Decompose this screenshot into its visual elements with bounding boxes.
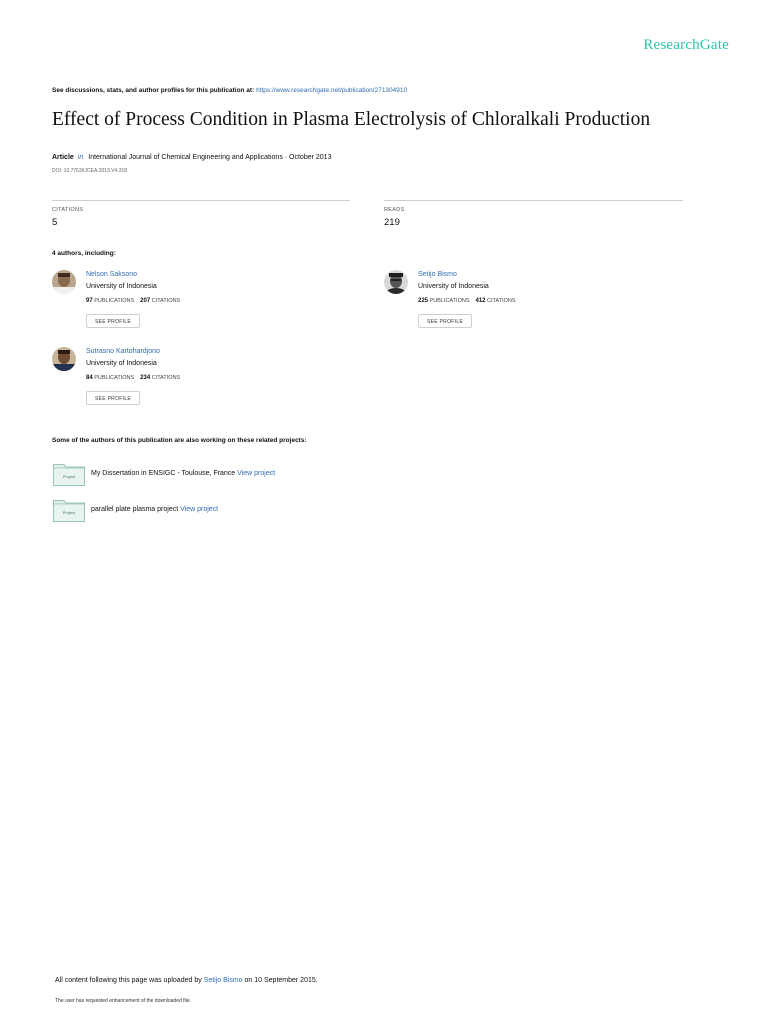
project-item <box>53 462 353 486</box>
authors-heading: 4 authors, including: <box>52 250 116 257</box>
see-profile-button[interactable]: SEE PROFILE <box>418 314 472 328</box>
see-profile-button[interactable]: SEE PROFILE <box>86 391 140 405</box>
citations-label: CITATIONS <box>151 298 181 304</box>
publications-label: PUBLICATIONS <box>94 298 135 304</box>
publications-count: 97 <box>86 298 93 304</box>
author-institution: University of Indonesia <box>86 283 157 290</box>
article-title: Effect of Process Condition in Plasma Electrolysis of Chloralkali Production <box>52 109 651 130</box>
project-folder-icon <box>53 498 85 522</box>
citations-value: 5 <box>52 217 58 228</box>
author-name[interactable]: Nelson Saksono <box>86 271 137 278</box>
author-name[interactable]: Setijo Bismo <box>418 271 457 278</box>
publications-label: PUBLICATIONS <box>94 375 135 381</box>
author-card <box>52 347 352 417</box>
see-profile-button[interactable]: SEE PROFILE <box>86 314 140 328</box>
author-stats <box>418 298 516 304</box>
citations-label: CITATIONS <box>52 207 84 213</box>
upload-note <box>55 977 318 984</box>
author-institution: University of Indonesia <box>418 283 489 290</box>
discussion-line <box>52 87 407 94</box>
article-meta <box>52 154 331 161</box>
author-stats <box>86 298 180 304</box>
author-stats <box>86 375 180 381</box>
researchgate-logo[interactable]: ResearchGate <box>643 37 729 53</box>
project-folder-label: Project <box>62 510 76 515</box>
reads-label: READS <box>384 207 405 213</box>
related-projects-heading: Some of the authors of this publication are also working on these related projects: <box>52 437 307 444</box>
uploader-link[interactable]: Setijo Bismo <box>203 977 243 984</box>
project-text <box>91 506 218 513</box>
citations-count: 412 <box>475 298 486 304</box>
discussion-prefix: See discussions, stats, and author profiles for this publication at: <box>52 87 255 94</box>
project-title: My Dissertation in ENSIGC - Toulouse, France <box>91 470 236 477</box>
avatar[interactable] <box>52 347 76 371</box>
upload-suffix: on 10 September 2015. <box>244 977 318 984</box>
citations-label: CITATIONS <box>151 375 181 381</box>
avatar[interactable] <box>52 270 76 294</box>
view-project-link[interactable]: View project <box>237 470 276 477</box>
reads-value: 219 <box>384 217 400 228</box>
citations-count: 234 <box>140 375 151 381</box>
upload-prefix: All content following this page was uploaded by <box>55 977 202 984</box>
project-folder-label: Project <box>62 474 76 479</box>
publications-count: 84 <box>86 375 93 381</box>
citations-divider <box>52 200 350 201</box>
reads-divider <box>384 200 683 201</box>
author-name[interactable]: Sutrasno Kartohardjono <box>86 348 160 355</box>
article-doi: DOI: 10.7763/IJCEA.2013.V4.318 <box>52 168 128 174</box>
journal-date: International Journal of Chemical Engineering and Applications · October 2013 <box>88 154 332 161</box>
enhancement-note: The user has requested enhancement of the downloaded file. <box>55 998 191 1004</box>
in-word: in <box>77 154 84 161</box>
project-text <box>91 470 275 477</box>
publications-count: 225 <box>418 298 429 304</box>
avatar[interactable] <box>384 270 408 294</box>
project-folder-icon <box>53 462 85 486</box>
article-kind: Article <box>52 154 74 161</box>
author-card <box>52 270 352 340</box>
author-card <box>384 270 684 340</box>
view-project-link[interactable]: View project <box>180 506 219 513</box>
author-institution: University of Indonesia <box>86 360 157 367</box>
publications-label: PUBLICATIONS <box>429 298 470 304</box>
citations-label: CITATIONS <box>487 298 516 304</box>
project-title: parallel plate plasma project <box>91 506 179 513</box>
project-item <box>53 498 353 522</box>
citations-count: 207 <box>140 298 151 304</box>
publication-link[interactable]: https://www.researchgate.net/publication/271304910 <box>256 87 408 94</box>
